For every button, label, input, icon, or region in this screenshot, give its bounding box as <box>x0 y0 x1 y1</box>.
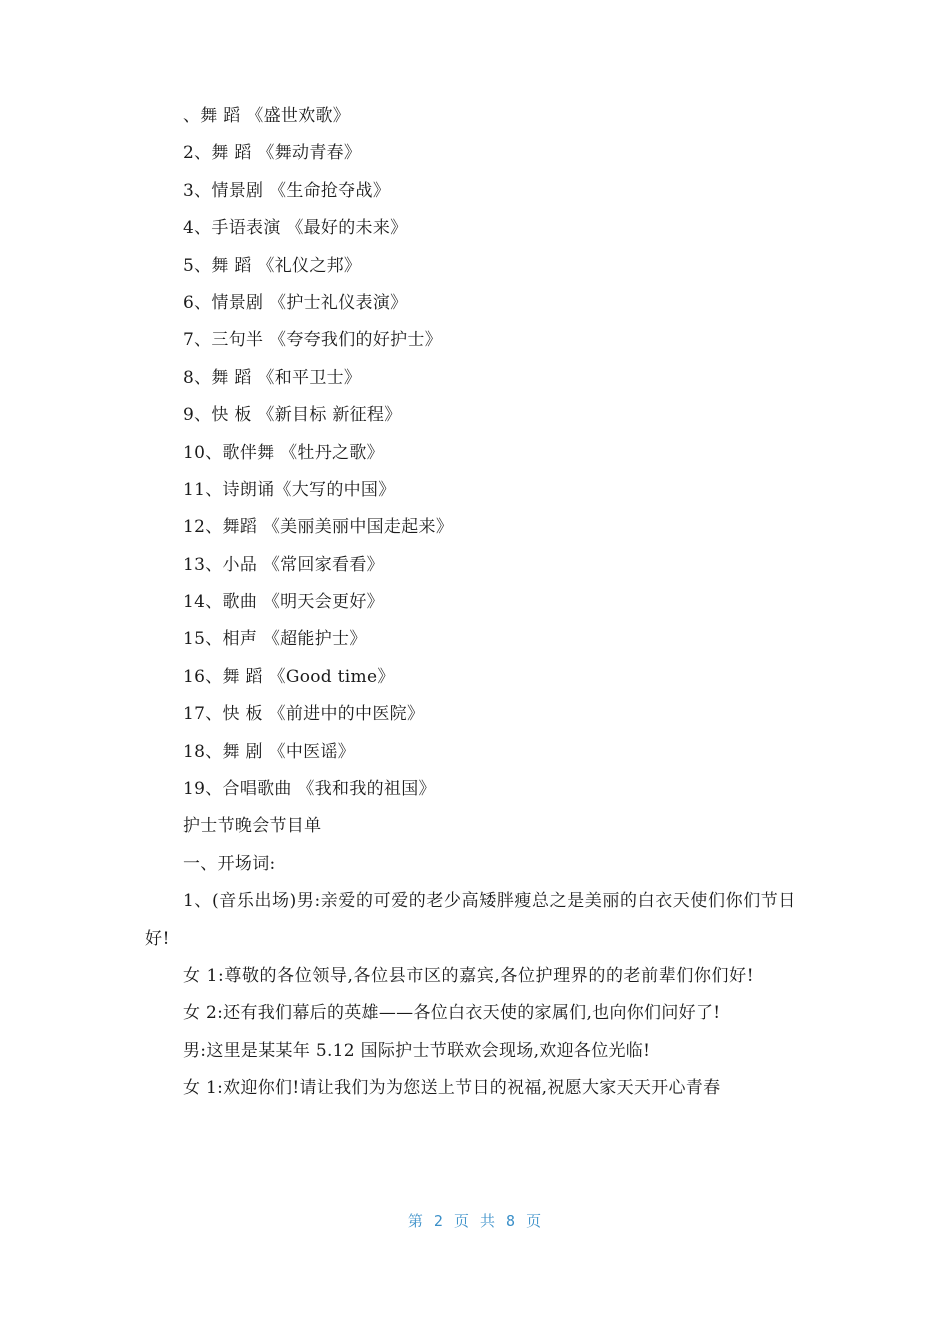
program-item: 11、诗朗诵《大写的中国》 <box>183 479 396 500</box>
program-item: 10、歌伴舞 《牡丹之歌》 <box>183 442 384 463</box>
program-item: 15、相声 《超能护士》 <box>183 629 367 650</box>
program-item: 12、舞蹈 《美丽美丽中国走起来》 <box>183 517 454 538</box>
program-item: 8、舞 蹈 《和平卫士》 <box>183 367 362 388</box>
script-paragraph: 男:这里是某某年 5.12 国际护士节联欢会现场,欢迎各位光临! <box>183 1040 651 1061</box>
script-paragraph: 女 1:尊敬的各位领导,各位县市区的嘉宾,各位护理界的的老前辈们你们好! <box>183 966 755 987</box>
program-item: 3、情景剧 《生命抢夺战》 <box>183 180 391 201</box>
program-item: 4、手语表演 《最好的未来》 <box>183 218 408 239</box>
program-item: 19、合唱歌曲 《我和我的祖国》 <box>183 779 436 800</box>
script-paragraph: 女 1:欢迎你们!请让我们为为您送上节日的祝福,祝愿大家天天开心青春 <box>183 1078 721 1099</box>
program-item: 17、快 板 《前进中的中医院》 <box>183 704 425 725</box>
script-paragraph: 女 2:还有我们幕后的英雄——各位白衣天使的家属们,也向你们问好了! <box>183 1003 721 1024</box>
program-item: 、舞 蹈 《盛世欢歌》 <box>183 106 351 126</box>
program-item: 13、小品 《常回家看看》 <box>183 554 384 575</box>
program-item: 18、舞 剧 《中医谣》 <box>183 741 356 762</box>
program-item: 9、快 板 《新目标 新征程》 <box>183 405 402 426</box>
document-body <box>145 98 810 1108</box>
program-item: 2、舞 蹈 《舞动青春》 <box>183 143 362 164</box>
program-item: 7、三句半 《夸夸我们的好护士》 <box>183 330 443 351</box>
program-item: 6、情景剧 《护士礼仪表演》 <box>183 292 408 313</box>
opening-heading: 一、开场词: <box>183 853 276 874</box>
section-title: 护士节晚会节目单 <box>183 816 322 837</box>
program-item: 16、舞 蹈 《Good time》 <box>183 666 395 687</box>
script-paragraph: 1、(音乐出场)男:亲爱的可爱的老少高矮胖瘦总之是美丽的白衣天使们你们节日好! <box>145 891 797 949</box>
program-item: 5、舞 蹈 《礼仪之邦》 <box>183 255 362 276</box>
program-item: 14、歌曲 《明天会更好》 <box>183 592 384 613</box>
page-number-footer: 第 2 页 共 8 页 <box>407 1212 543 1230</box>
